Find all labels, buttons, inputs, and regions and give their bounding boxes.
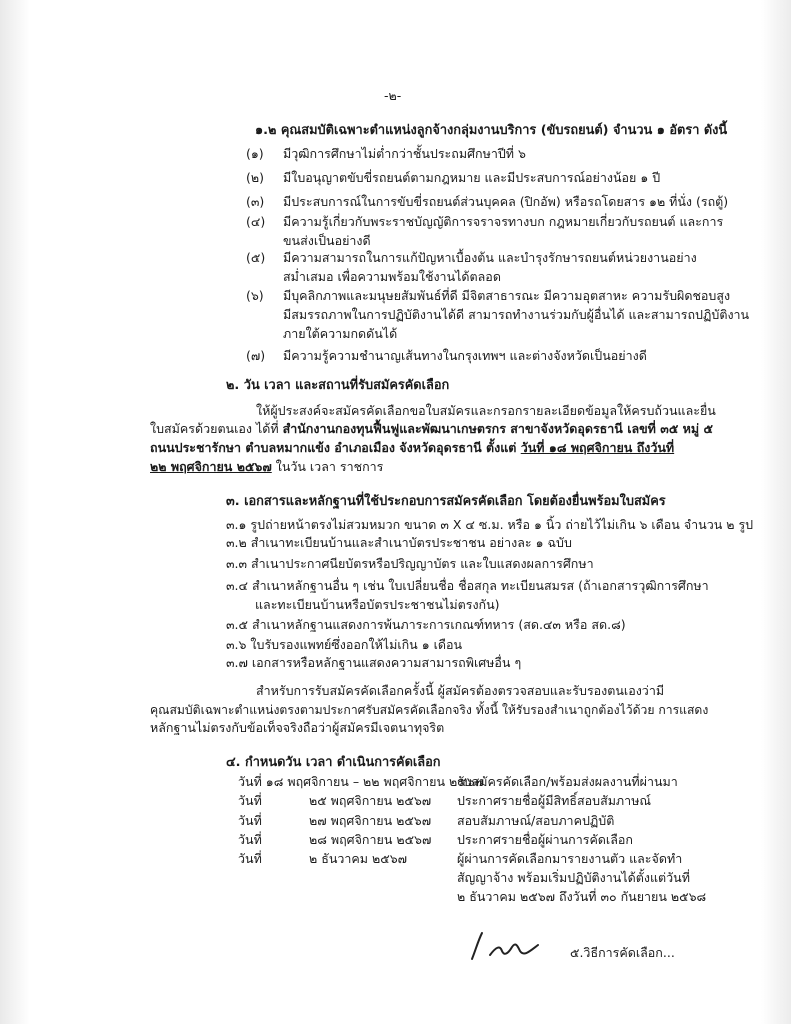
application-location: สำนักงานกองทุนฟื้นฟูและพัฒนาเกษตรกร สาขาจังหวัดอุดรธานี เลขที่ ๓๕ หมู่ ๕: [282, 421, 713, 436]
schedule-date: ๒๕ พฤศจิกายน ๒๕๖๗: [309, 793, 432, 808]
note-paragraph-line-2: คุณสมบัติเฉพาะตำแหน่งตรงตามประกาศรับสมัครคัดเลือกจริง ทั้งนี้ ให้รับรองสำเนาถูกต้องไว้ด้วย การแสดง: [150, 703, 709, 717]
qualification-item-text: มีความสามารถในการแก้ปัญหาเบื้องต้น และบำรุงรักษารถยนต์หน่วยงานอย่าง: [283, 250, 697, 265]
qualification-item-text: สม่ำเสมอ เพื่อความพร้อมใช้งานได้ตลอด: [283, 269, 501, 284]
application-paragraph-line-1: ให้ผู้ประสงค์จะสมัครคัดเลือกขอใบสมัครและกรอกรายละเอียดข้อมูลให้ครบถ้วนและยื่น: [256, 403, 716, 418]
application-paragraph-line-2: ใบสมัครด้วยตนเอง ได้ที่ สำนักงานกองทุนฟื้นฟูและพัฒนาเกษตรกร สาขาจังหวัดอุดรธานี เลขที่ ๓๕ หมู่ ๕: [150, 421, 713, 436]
application-date-start: วันที่ ๑๘ พฤศจิกายน ถึงวันที่: [520, 440, 675, 455]
qualification-item-text: มีความรู้เกี่ยวกับพระราชบัญญัติการจราจรทางบก กฎหมายเกี่ยวกับรถยนต์ และการ: [283, 214, 724, 229]
document-item: ๓.๔ สำเนาหลักฐานอื่น ๆ เช่น ใบเปลี่ยนชื่อ ชื่อสกุล ทะเบียนสมรส (ถ้าเอกสารวุฒิการศึกษา: [226, 578, 709, 593]
schedule-action: สอบสัมภาษณ์/สอบภาคปฏิบัติ: [457, 813, 615, 828]
qualification-item-number: (๑): [246, 146, 264, 161]
qualification-item-number: (๗): [246, 348, 266, 363]
qualification-item-number: (๔): [246, 214, 266, 229]
note-paragraph-line-1: สำหรับการรับสมัครคัดเลือกครั้งนี้ ผู้สมัครต้องตรวจสอบและรับรองตนเองว่ามี: [256, 683, 665, 698]
section-2-heading: ๒. วัน เวลา และสถานที่รับสมัครคัดเลือก: [226, 378, 450, 393]
schedule-date: ๒๘ พฤศจิกายน ๒๕๖๗: [309, 832, 432, 847]
document-item: และทะเบียนบ้านหรือบัตรประชาชนไม่ตรงกัน): [255, 597, 500, 612]
qualification-item-number: (๕): [246, 250, 266, 265]
schedule-action: ผู้ผ่านการคัดเลือกมารายงานตัว และจัดทำ: [457, 851, 683, 866]
qualification-item-text: มีบุคลิกภาพและมนุษยสัมพันธ์ที่ดี มีจิตสาธารณะ มีความอุตสาหะ ความรับผิดชอบสูง: [283, 288, 731, 303]
application-paragraph-line-4: ๒๒ พฤศจิกายน ๒๕๖๗ ในวัน เวลา ราชการ: [150, 459, 384, 474]
section-1-2-heading: ๑.๒ คุณสมบัติเฉพาะตำแหน่งลูกจ้างกลุ่มงานบริการ (ขับรถยนต์) จำนวน ๑ อัตรา ดังนี้: [255, 123, 728, 138]
scan-shadow-left: [0, 0, 30, 1024]
schedule-action: ๒ ธันวาคม ๒๕๖๗ ถึงวันที่ ๓๐ กันยายน ๒๕๖๘: [457, 889, 707, 904]
document-item: ๓.๖ ใบรับรองแพทย์ซึ่งออกให้ไม่เกิน ๑ เดือน: [226, 637, 463, 652]
schedule-date: ๒๗ พฤศจิกายน ๒๕๖๗: [309, 813, 432, 828]
qualification-item-number: (๖): [246, 288, 264, 303]
document-item: ๓.๓ สำเนาประกาศนียบัตรหรือปริญญาบัตร และใบแสดงผลการศึกษา: [226, 556, 594, 571]
note-paragraph-line-3: หลักฐานไม่ตรงกับข้อเท็จจริงถือว่าผู้สมัครมีเจตนาทุจริต: [150, 720, 445, 735]
schedule-day-label: วันที่: [238, 832, 262, 847]
next-section-indicator: ๕.วิธีการคัดเลือก...: [570, 945, 675, 960]
schedule-first-action: รับสมัครคัดเลือก/พร้อมส่งผลงานที่ผ่านมา: [457, 774, 678, 789]
qualification-item-number: (๓): [246, 194, 265, 209]
qualification-item-text: มีวุฒิการศึกษาไม่ต่ำกว่าชั้นประถมศึกษาปีที่ ๖: [283, 146, 526, 161]
handwritten-signature: [468, 925, 548, 965]
scan-shadow-right: [761, 0, 791, 1024]
qualification-item-number: (๒): [246, 170, 264, 185]
schedule-day-label: วันที่: [238, 813, 262, 828]
qualification-item-text: มีสมรรถภาพในการปฏิบัติงานได้ดี สามารถทำงานร่วมกับผู้อื่นได้ และสามารถปฏิบัติงาน: [283, 307, 750, 322]
section-4-heading: ๔. กำหนดวัน เวลา ดำเนินการคัดเลือก: [226, 755, 441, 770]
schedule-action: ประกาศรายชื่อผู้มีสิทธิ์สอบสัมภาษณ์: [457, 793, 652, 808]
application-date-end: ๒๒ พฤศจิกายน ๒๕๖๗: [150, 459, 272, 474]
qualification-item-text: มีความรู้ความชำนาญเส้นทางในกรุงเทพฯ และต่างจังหวัดเป็นอย่างดี: [283, 348, 647, 363]
document-item: ๓.๗ เอกสารหรือหลักฐานแสดงความสามารถพิเศษอื่น ๆ: [226, 655, 522, 670]
document-item: ๓.๑ รูปถ่ายหน้าตรงไม่สวมหมวก ขนาด ๓ X ๔ ซ.ม. หรือ ๑ นิ้ว ถ่ายไว้ไม่เกิน ๖ เดือน จำนวน ๒ รูป: [226, 517, 754, 532]
section-3-heading: ๓. เอกสารและหลักฐานที่ใช้ประกอบการสมัครคัดเลือก โดยต้องยื่นพร้อมใบสมัคร: [226, 494, 666, 509]
schedule-day-label: วันที่: [238, 793, 262, 808]
schedule-first-date: วันที่ ๑๘ พฤศจิกายน – ๒๒ พฤศจิกายน ๒๕๖๗: [238, 774, 485, 789]
qualification-item-text: มีใบอนุญาตขับขี่รถยนต์ตามกฎหมาย และมีประสบการณ์อย่างน้อย ๑ ปี: [283, 170, 661, 185]
document-item: ๓.๕ สำเนาหลักฐานแสดงการพ้นภาระการเกณฑ์ทหาร (สด.๔๓ หรือ สด.๘): [226, 617, 626, 632]
document-item: ๓.๒ สำเนาทะเบียนบ้านและสำเนาบัตรประชาชน อย่างละ ๑ ฉบับ: [226, 535, 572, 550]
application-paragraph-line-3: ถนนประชารักษา ตำบลหมากแข้ง อำเภอเมือง จังหวัดอุดรธานี ตั้งแต่ วันที่ ๑๘ พฤศจิกายน ถึงวันที่: [150, 440, 675, 455]
schedule-day-label: วันที่: [238, 851, 262, 866]
qualification-item-text: ภายใต้ความกดดันได้: [283, 326, 398, 341]
page-number: -๒-: [384, 88, 402, 103]
qualification-item-text: มีประสบการณ์ในการขับขี่รถยนต์ส่วนบุคคล (ปิกอัพ) หรือรถโดยสาร ๑๒ ที่นั่ง (รถตู้): [283, 194, 729, 209]
schedule-action: ประกาศรายชื่อผู้ผ่านการคัดเลือก: [457, 832, 633, 847]
qualification-item-text: ขนส่งเป็นอย่างดี: [283, 233, 371, 248]
schedule-action: สัญญาจ้าง พร้อมเริ่มปฏิบัติงานได้ตั้งแต่วันที่: [457, 870, 690, 885]
schedule-date: ๒ ธันวาคม ๒๕๖๗: [309, 851, 408, 866]
